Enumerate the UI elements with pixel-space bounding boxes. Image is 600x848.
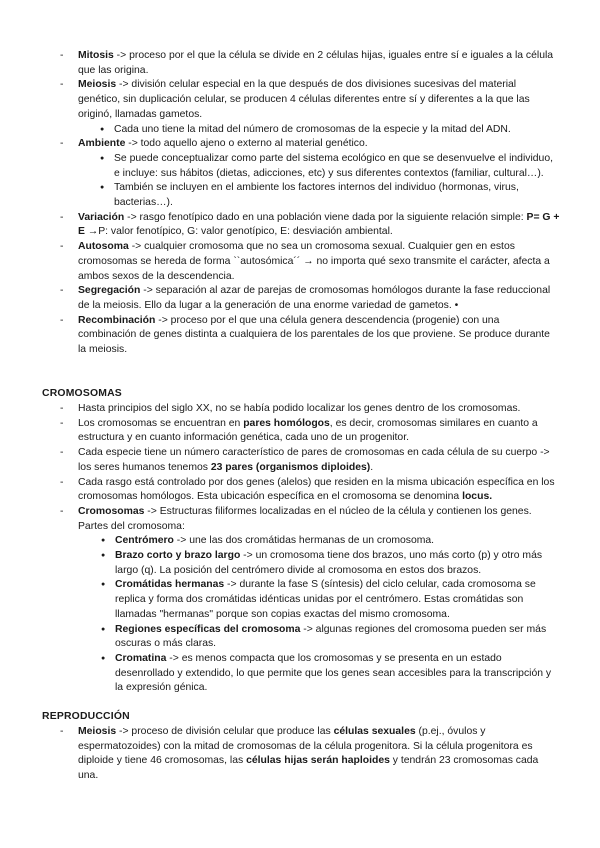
- ambiente-sublist: [114, 152, 560, 211]
- definition-text: -> proceso por el que la célula se divide en 2 células hijas, iguales entre sí e iguales a la célula que las origina.: [78, 50, 554, 76]
- section-title-reproduccion: REPRODUCCIÓN: [42, 711, 130, 722]
- text: y tendrán 23 cromosomas cada una.: [78, 755, 539, 782]
- reproduccion-section: [0, 725, 600, 784]
- list-item: [0, 446, 600, 475]
- part-regiones: [115, 623, 560, 652]
- term-locus: locus.: [462, 491, 493, 503]
- term-variacion: Variación: [78, 211, 125, 223]
- list-item: ● Se puede conceptualizar como parte del sistema ecológico en que se desenvuelve el individuo, e incluye: sus hábitos (dietas, adicciones, etc) y sus diferentes contextos (familiar, cultural…).: [114, 152, 560, 181]
- list-item: [0, 417, 600, 446]
- term: Centrómero: [115, 535, 174, 547]
- formula-explanation: →P: valor fenotípico, G: valor genotípico, E: desviación ambiental.: [84, 226, 393, 238]
- text: -> proceso de división celular que produce las: [116, 726, 334, 737]
- term-meiosis: Meiosis: [78, 79, 117, 91]
- definition-text: -> separación al azar de parejas de cromosomas homólogos durante la fase reduccional de la meiosis. Ello da lugar a la generación de una enorme variedad de gametos. •: [78, 285, 551, 311]
- text: -> algunas regiones del cromosoma pueden ser más oscuras o más claras.: [115, 623, 547, 650]
- part-brazos: [115, 549, 560, 578]
- reproduccion-list: [0, 725, 600, 784]
- text: -> durante la fase S (síntesis) del ciclo celular, cada cromosoma se replica y forma dos cromátidas idénticas unidas por el centrómero. Estas cromátidas son llamadas "hermanas" porque son copias exactas del mismo cromosoma.: [115, 579, 536, 620]
- definition-text: -> todo aquello ajeno o externo al material genético.: [125, 138, 368, 150]
- section-title-cromosomas: CROMOSOMAS: [42, 388, 122, 399]
- term-mitosis: Mitosis: [78, 50, 114, 61]
- term-recombinacion: Recombinación: [78, 314, 156, 326]
- definitions-list: [0, 49, 600, 358]
- term: Cromátidas hermanas: [115, 579, 225, 591]
- list-item: - Hasta principios del siglo XX, no se había podido localizar los genes dentro de los cromosomas.: [0, 402, 600, 417]
- text: , es decir, cromosomas similares en cuanto a estructura y en cuanto información genética, cada uno de un progenitor.: [78, 417, 538, 444]
- text: -> es menos compacta que los cromosomas y se presenta en un estado desenrollado y extendido, lo que permite que los genes sean accesibles para la transcripción y la expresión génica.: [115, 652, 552, 694]
- text: Cada rasgo está controlado por dos genes (alelos) que residen en la misma ubicación específica en los cromosomas homólogos. Esta ubicación específica en el cromosoma se denomina: [78, 476, 555, 503]
- list-item: [0, 505, 600, 696]
- definition-text: -> cualquier cromosoma que no sea un cromosoma sexual. Cualquier gen en estos cromosomas se hereda de forma ``autosómica´´ → no importa qué sexo transmite el carácter, afecta a ambos sexos de la descendencia.: [78, 241, 550, 282]
- text: -> un cromosoma tiene dos brazos, uno más corto (p) y otro más largo (q). La posición del centrómero divide al cromosoma en estos dos brazos.: [115, 550, 543, 576]
- list-item: [0, 476, 600, 505]
- definition-text: -> división celular especial en la que después de dos divisiones sucesivas del material genético, sin duplicación celular, se producen 4 células diferentes entre sí y diferentes a la que las originó, llamadas gametos.: [78, 79, 530, 120]
- definition-meiosis: [0, 78, 600, 137]
- part-cromatina: [115, 652, 560, 696]
- definition-autosoma: [0, 240, 600, 284]
- term-pares-homologos: pares homólogos: [243, 417, 330, 429]
- term: Brazo corto y brazo largo: [115, 550, 241, 562]
- meiosis-sublist: [114, 123, 560, 138]
- chromosome-parts-list: [115, 534, 560, 696]
- cromosomas-section: [0, 402, 600, 696]
- term: Cromatina: [115, 652, 167, 664]
- term-segregacion: Segregación: [78, 285, 141, 297]
- cromosomas-list: [0, 402, 600, 696]
- definition-variacion: [0, 211, 600, 240]
- definition-ambiente: [0, 137, 600, 211]
- text: -> Estructuras filiformes localizadas en el núcleo de la célula y contienen los genes. Partes del cromosoma:: [78, 505, 532, 532]
- definition-segregacion: [0, 284, 600, 313]
- definition-recombinacion: [0, 314, 600, 358]
- list-item: ● También se incluyen en el ambiente los factores internos del individuo (hormonas, virus, bacterias…).: [114, 181, 560, 210]
- part-cromatidas: [115, 578, 560, 622]
- text: (p.ej., óvulos y espermatozoides) con la mitad de cromosomas de la célula progenitora. Si la célula progenitora es diploide y tiene 46 cromosomas, las: [78, 726, 533, 767]
- term-celulas-haploides: células hijas serán haploides: [246, 755, 390, 767]
- text: -> une las dos cromátidas hermanas de un cromosoma.: [173, 535, 435, 547]
- term-meiosis: Meiosis: [78, 726, 117, 737]
- text: Cada especie tiene un número característico de pares de cromosomas en cada célula de su cuerpo -> los seres humanos tenemos: [78, 447, 550, 473]
- text: .: [370, 461, 374, 473]
- term-23-pares: 23 pares (organismos diploides): [210, 461, 371, 473]
- variation-formula: P= G + E: [78, 211, 560, 238]
- text: Los cromosomas se encuentran en: [78, 417, 244, 429]
- term: Regiones específicas del cromosoma: [115, 623, 301, 635]
- term-cromosomas: Cromosomas: [78, 505, 145, 517]
- term-ambiente: Ambiente: [78, 138, 126, 150]
- term-autosoma: Autosoma: [78, 241, 129, 253]
- definition-meiosis-reproduccion: [0, 725, 600, 784]
- definitions-section: [0, 49, 600, 358]
- list-item: ● Cada uno tiene la mitad del número de cromosomas de la especie y la mitad del ADN.: [114, 123, 560, 138]
- definition-mitosis: [0, 49, 600, 78]
- part-centromero: [115, 534, 560, 549]
- term-celulas-sexuales: células sexuales: [333, 726, 416, 737]
- definition-text: -> proceso por el que una célula genera descendencia (progenie) con una combinación de genes distinta a cualquiera de los parentales de los que proviene. Se produce durante la meiosis.: [78, 314, 550, 356]
- definition-text: -> rasgo fenotípico dado en una población viene dada por la siguiente relación simple:: [124, 211, 527, 223]
